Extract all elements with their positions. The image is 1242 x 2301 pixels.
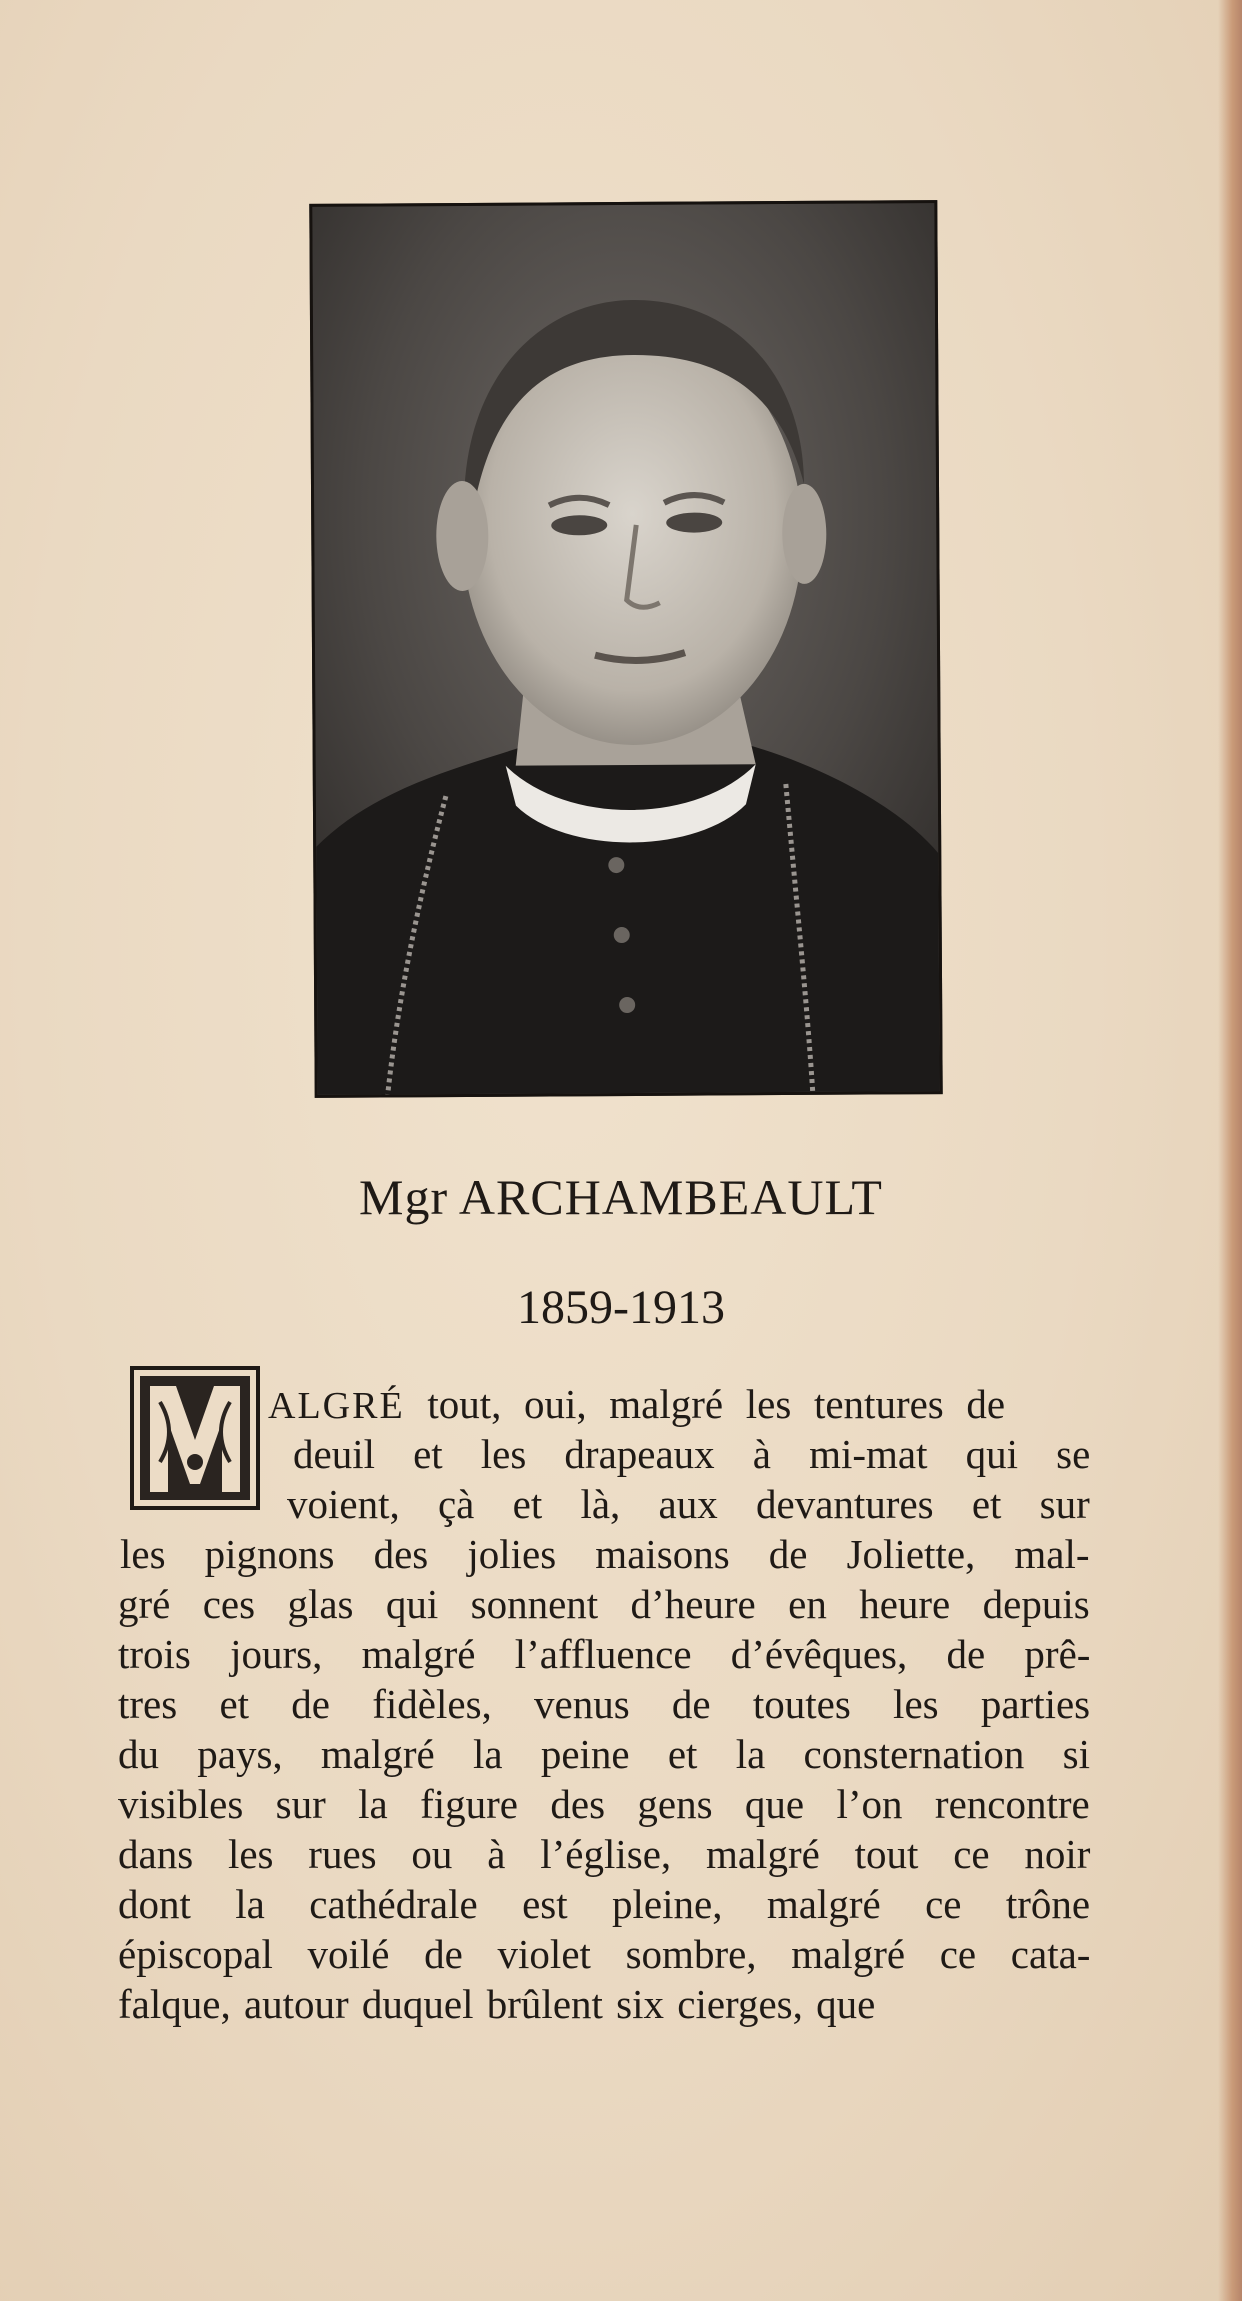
body-line: du pays, malgré la peine et la consternation si [118, 1731, 1091, 1777]
body-line: visibles sur la figure des gens que l’on rencontre [118, 1781, 1090, 1827]
body-line: gré ces glas qui sonnent d’heure en heure depuis [118, 1581, 1090, 1627]
dropcap-m-ornament [128, 1362, 262, 1514]
first-word-rest: ALGRÉ [268, 1385, 405, 1427]
portrait-caption-title: Mgr ARCHAMBEAULT [359, 1169, 883, 1225]
body-line: épiscopal voilé de violet sombre, malgré ce cata- [118, 1931, 1091, 1977]
page-edge-shadow [1218, 0, 1242, 2301]
body-line: falque, autour duquel brûlent six cierges, que [118, 1981, 876, 2027]
portrait-photograph [309, 200, 942, 1098]
body-line: voient, çà et là, aux devantures et sur [287, 1481, 1090, 1527]
body-line: deuil et les drapeaux à mi-mat qui se [293, 1431, 1091, 1477]
portrait-image [312, 203, 939, 1095]
body-line: tout, oui, malgré les tentures de [427, 1381, 1006, 1427]
body-line: trois jours, malgré l’affluence d’évêques, de prê- [118, 1631, 1091, 1677]
body-line: dont la cathédrale est pleine, malgré ce trône [118, 1881, 1091, 1927]
body-line: les pignons des jolies maisons de Joliette, mal- [120, 1531, 1090, 1577]
body-line: tres et de fidèles, venus de toutes les parties [118, 1681, 1091, 1727]
body-line: dans les rues ou à l’église, malgré tout ce noir [118, 1831, 1091, 1877]
text-line-1 [268, 1381, 1006, 1427]
ornamental-dropcap [128, 1362, 262, 1514]
portrait-caption-dates: 1859-1913 [517, 1281, 725, 1334]
